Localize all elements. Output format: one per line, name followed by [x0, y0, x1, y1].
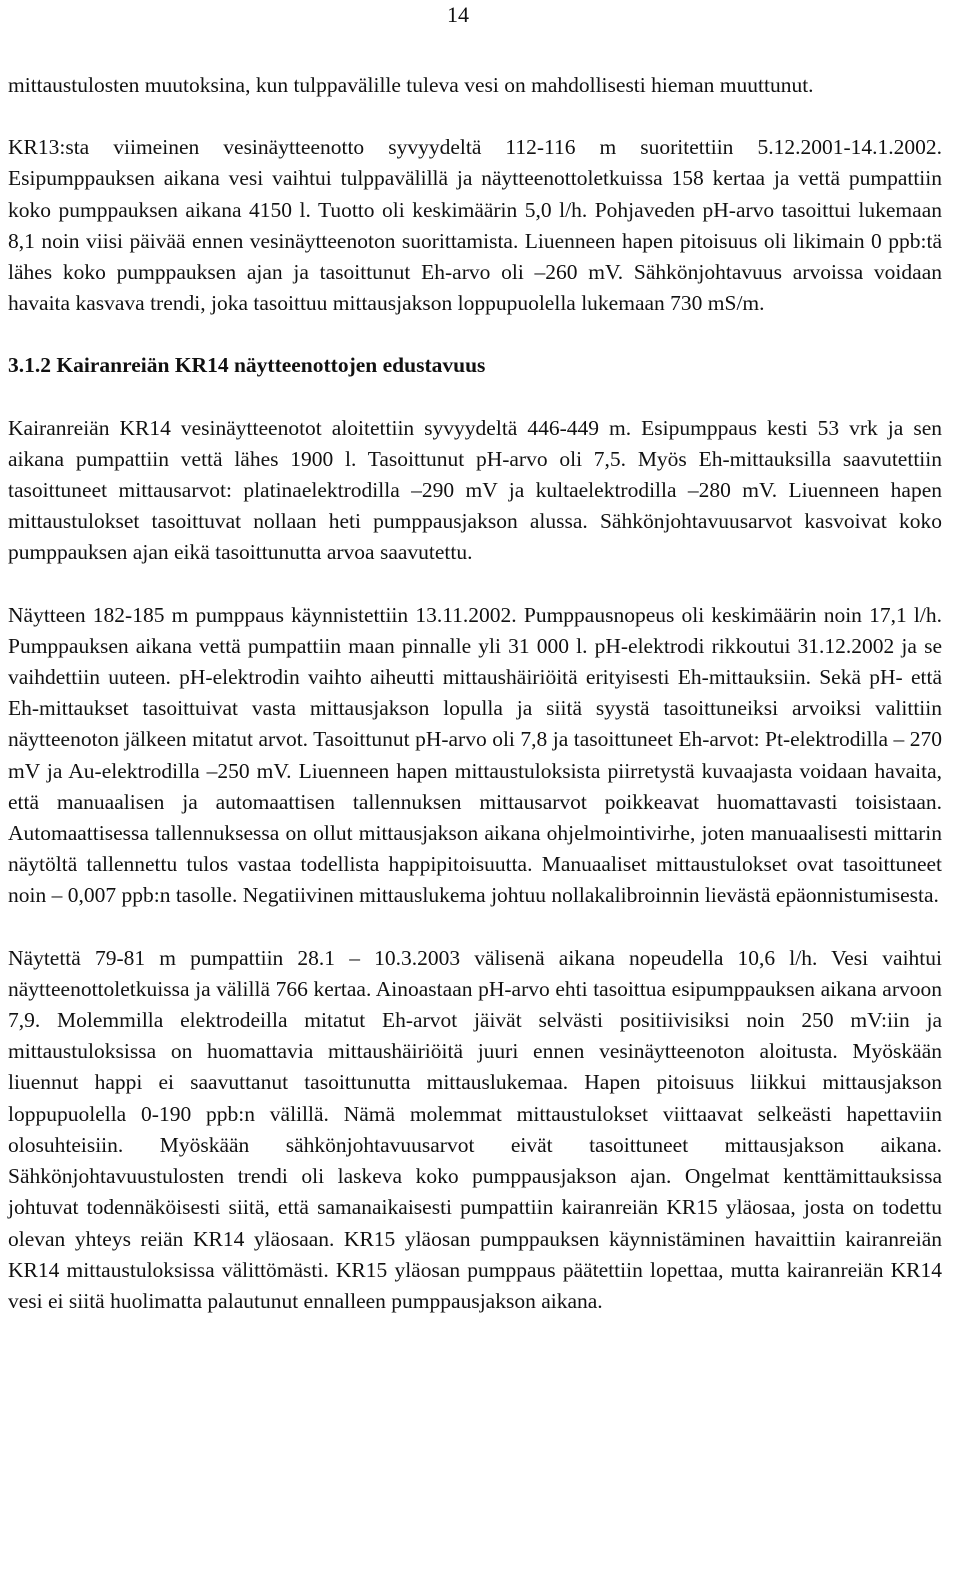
document-body	[8, 70, 942, 1317]
page-number: 14	[447, 2, 469, 27]
paragraph-kr14-446: Kairanreiän KR14 vesinäytteenotot aloitettiin syvyydeltä 446-449 m. Esipumppaus kesti 53 vrk ja sen aikana pumpattiin vettä lähes 1900 l. Tasoittunut pH-arvo oli 7,5. Myös Eh-mittauksilla saavutettiin tasoittuneet mittausarvot: platinaelektrodilla –290 mV ja kultaelektrodilla –280 mV. Liuenneen hapen mittaustulokset tasoittuvat nollaan heti pumppausjakson alussa. Sähkönjohtavuusarvot kasvoivat koko pumppauksen ajan eikä tasoittunutta arvoa saavutettu.	[8, 415, 942, 565]
paragraph-kr13-intro: mittaustulosten muutoksina, kun tulppavälille tuleva vesi on mahdollisesti hieman muuttunut.	[8, 73, 814, 97]
paragraph-kr14-182: Näytteen 182-185 m pumppaus käynnistettiin 13.11.2002. Pumppausnopeus oli keskimäärin noin 17,1 l/h. Pumppauksen aikana vettä pumpattiin maan pinnalle yli 31 000 l. pH-elektrodi rikkoutui 31.12.2002 ja se vaihdettiin uuteen. pH-elektrodin vaihto aiheutti mittaushäiriöitä erityisesti Eh-mittauksiin. Sekä pH- että Eh-mittaukset tasoittuivat vasta mittausjakson lopulla ja siitä syystä tasoittuneiksi arvoiksi valittiin näytteenoton jälkeen mitatut arvot. Tasoittunut pH-arvo oli 7,8 ja tasoittuneet Eh-arvot: Pt-elektrodilla – 270 mV ja Au-elektrodilla –250 mV. Liuenneen hapen mittaustuloksista piirretystä kuvaajasta voidaan havaita, että manuaalisen ja automaattisen tallennuksen mittausarvot poikkeavat huomattavasti toisistaan. Automaattisessa tallennuksessa on ollut mittausjakson aikana ohjelmointivirhe, joten manuaalisesti mittarin näytöltä tallennettu tulos vastaa todellista happipitoisuutta. Manuaaliset mittaustulokset ovat tasoittuneet noin – 0,007 ppb:n tasolle. Negatiivinen mittauslukema johtuu nollakalibroinnin lievästä epäonnistumisesta.	[8, 602, 942, 908]
paragraph-kr13-sampling: KR13:sta viimeinen vesinäytteenotto syvyydeltä 112-116 m suoritettiin 5.12.2001-14.1.2002. Esipumppauksen aikana vesi vaihtui tulppavälillä ja näytteenottoletkuissa 158 kertaa ja vettä pumpattiin koko pumppauksen aikana 4150 l. Tuotto oli keskimäärin 5,0 l/h. Pohjaveden pH-arvo tasoittui lukemaan 8,1 noin viisi päivää ennen vesinäytteenoton suorittamista. Liuenneen hapen pitoisuus oli likimain 0 ppb:tä lähes koko pumppauksen ajan ja tasoittunut Eh-arvo oli –260 mV. Sähkönjohtavuus arvoissa voidaan havaita kasvava trendi, joka tasoittuu mittausjakson loppupuolella lukemaan 730 mS/m.	[8, 135, 942, 316]
section-heading: 3.1.2 Kairanreiän KR14 näytteenottojen edustavuus	[8, 353, 486, 378]
paragraph-kr14-79: Näytettä 79-81 m pumpattiin 28.1 – 10.3.2003 välisenä aikana nopeudella 10,6 l/h. Vesi vaihtui näytteenottoletkuissa ja välillä 766 kertaa. Ainoastaan pH-arvo ehti tasoittua esipumppauksen aikana arvoon 7,9. Molemmilla elektrodeilla mitatut Eh-arvot jäivät selvästi positiivisiksi noin 250 mV:iin ja mittaustuloksissa on huomattavia mittaushäiriöitä juuri ennen vesinäytteenoton aloitusta. Myöskään liuennut happi ei saavuttanut tasoittunutta mittauslukemaa. Hapen pitoisuus liikkui mittausjakson loppupuolella 0-190 ppb:n välillä. Nämä molemmat mittaustulokset viittaavat selkeästi hapettaviin olosuhteisiin. Myöskään sähkönjohtavuusarvot eivät tasoittuneet mittausjakson aikana. Sähkönjohtavuustulosten trendi oli laskeva koko pumppausjakson ajan. Ongelmat kenttämittauksissa johtuvat todennäköisesti siitä, että samanaikaisesti pumpattiin kairanreiän KR15 yläosaa, josta on todettu olevan yhteys reiän KR14 yläosaan. KR15 yläosan pumppauksen käynnistäminen havaittiin kairanreiän KR14 mittaustuloksissa välittömästi. KR15 yläosan pumppaus päätettiin lopettaa, mutta kairanreiän KR14 vesi ei siitä huolimatta palautunut ennalleen pumppausjakson aikana.	[8, 945, 942, 1313]
